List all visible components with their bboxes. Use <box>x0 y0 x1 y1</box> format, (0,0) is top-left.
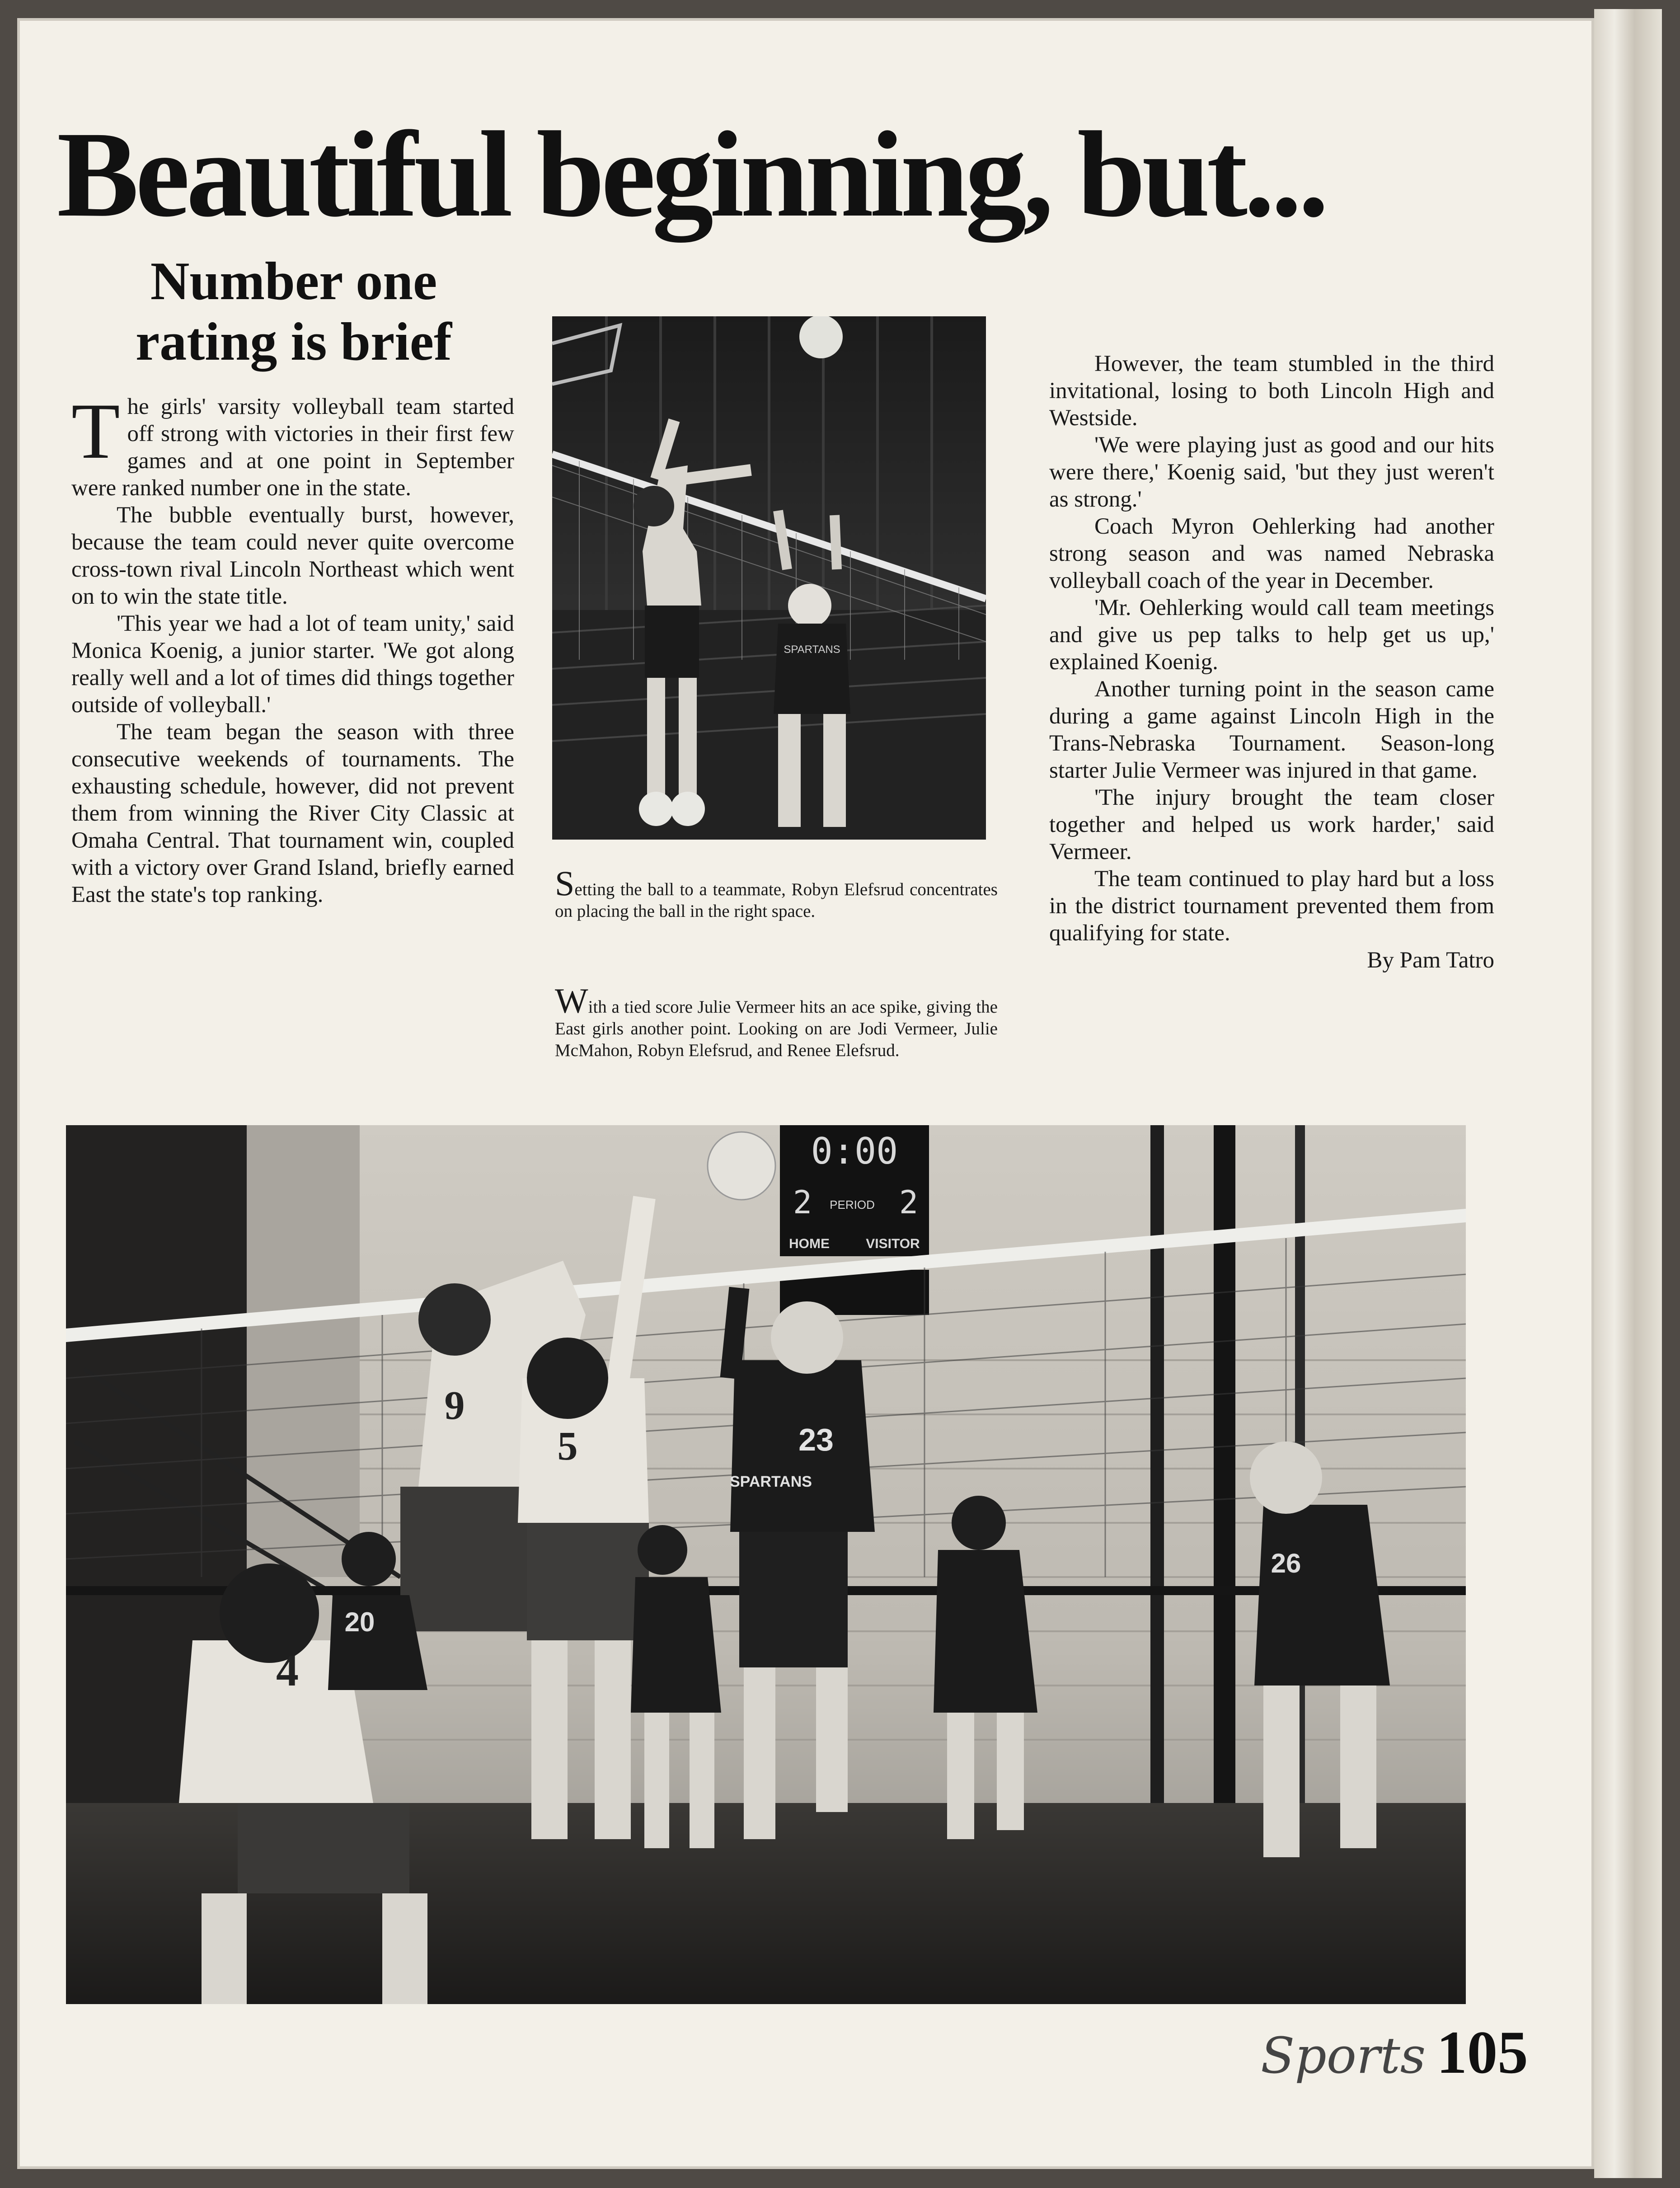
caption-text: etting the ball to a teammate, Robyn Elefsrud concentrates on placing the ball in the right space. <box>555 880 998 921</box>
paragraph: The team continued to play hard but a loss in the district tournament prevented them from qualifying for state. <box>1049 866 1494 946</box>
photo-spike-image <box>66 1125 1466 2004</box>
scoreboard-home-label: HOME <box>789 1236 830 1251</box>
jersey-number: 4 <box>276 1645 299 1695</box>
headline: Beautiful beginning, but... <box>57 106 1326 242</box>
scoreboard <box>780 1125 929 1315</box>
folio <box>1261 2018 1528 2088</box>
visitor-score: 2 <box>899 1184 919 1221</box>
caption-initial: S <box>555 864 575 903</box>
paragraph: 'Mr. Oehlerking would call team meetings and give us pep talks to help get us up,' explained Koenig. <box>1049 595 1494 675</box>
photo-setter-at-net <box>552 316 986 840</box>
home-score: 2 <box>793 1184 812 1221</box>
jersey-number: 26 <box>1271 1548 1301 1578</box>
paragraph: 'The injury brought the team closer together and helped us work harder,' said Vermeer. <box>1049 785 1494 864</box>
photo-spike-at-net <box>66 1125 1466 2004</box>
paragraph: Coach Myron Oehlerking had another strong season and was named Nebraska volleyball coach of the year in December. <box>1049 514 1494 593</box>
photo-caption-2 <box>555 981 998 1061</box>
scoreboard-clock: 0:00 <box>811 1130 898 1172</box>
article-column-1 <box>71 387 514 908</box>
jersey-number: 20 <box>344 1607 375 1637</box>
paragraph <box>71 387 514 502</box>
subheadline <box>68 251 520 372</box>
byline: By Pam Tatro <box>1367 948 1494 973</box>
paragraph: Another turning point in the season came during a game against Lincoln High in the Trans-Nebraska Tournament. Season-long starter Julie Vermeer was injured in that game. <box>1049 676 1494 783</box>
scoreboard-visitor-label: VISITOR <box>866 1236 920 1251</box>
paragraph-text: he girls' varsity volleyball team started off strong with victories in their first few games and at one point in September were ranked number one in the state. <box>71 394 514 501</box>
jersey-number: 5 <box>557 1424 578 1469</box>
jersey-number: 23 <box>798 1422 834 1457</box>
article-column-3 <box>1049 350 1494 974</box>
paragraph: 'We were playing just as good and our hits were there,' Koenig said, 'but they just weren't as strong.' <box>1049 432 1494 512</box>
jersey-text: SPARTANS <box>730 1473 812 1490</box>
paragraph: However, the team stumbled in the third invitational, losing to both Lincoln High and Westside. <box>1049 351 1494 431</box>
photo-setter-image <box>552 316 986 840</box>
page-number: 105 <box>1436 2019 1528 2086</box>
paragraph: 'This year we had a lot of team unity,' said Monica Koenig, a junior starter. 'We got along really well and a lot of times did things together outside of volleyball.' <box>71 611 514 718</box>
section-label: Sports <box>1261 2027 1426 2085</box>
subhead-line-1: Number one <box>150 251 437 311</box>
jersey-number: 9 <box>444 1383 465 1428</box>
jersey-text: SPARTANS <box>784 643 840 656</box>
scoreboard-period-label: PERIOD <box>830 1198 875 1211</box>
caption-text: ith a tied score Julie Vermeer hits an ace spike, giving the East girls another point. Looking on are Jodi Vermeer, Julie McMahon, Robyn Elefsrud, and Renee Elefsrud. <box>555 997 998 1060</box>
paragraph: The bubble eventually burst, however, because the team could never quite overcome cross-town rival Lincoln Northeast which went on to win the state title. <box>71 502 514 609</box>
photo-caption-1 <box>555 864 998 922</box>
drop-cap: T <box>71 387 120 475</box>
page-edge <box>1594 9 1662 2178</box>
caption-initial: W <box>555 981 588 1020</box>
paragraph: The team began the season with three consecutive weekends of tournaments. The exhausting schedule, however, did not prevent them from winning the River City Classic at Omaha Central. That tournament win, coupled with a victory over Grand Island, briefly earned East the state's top ranking. <box>71 719 514 907</box>
subhead-line-2: rating is brief <box>136 311 452 372</box>
